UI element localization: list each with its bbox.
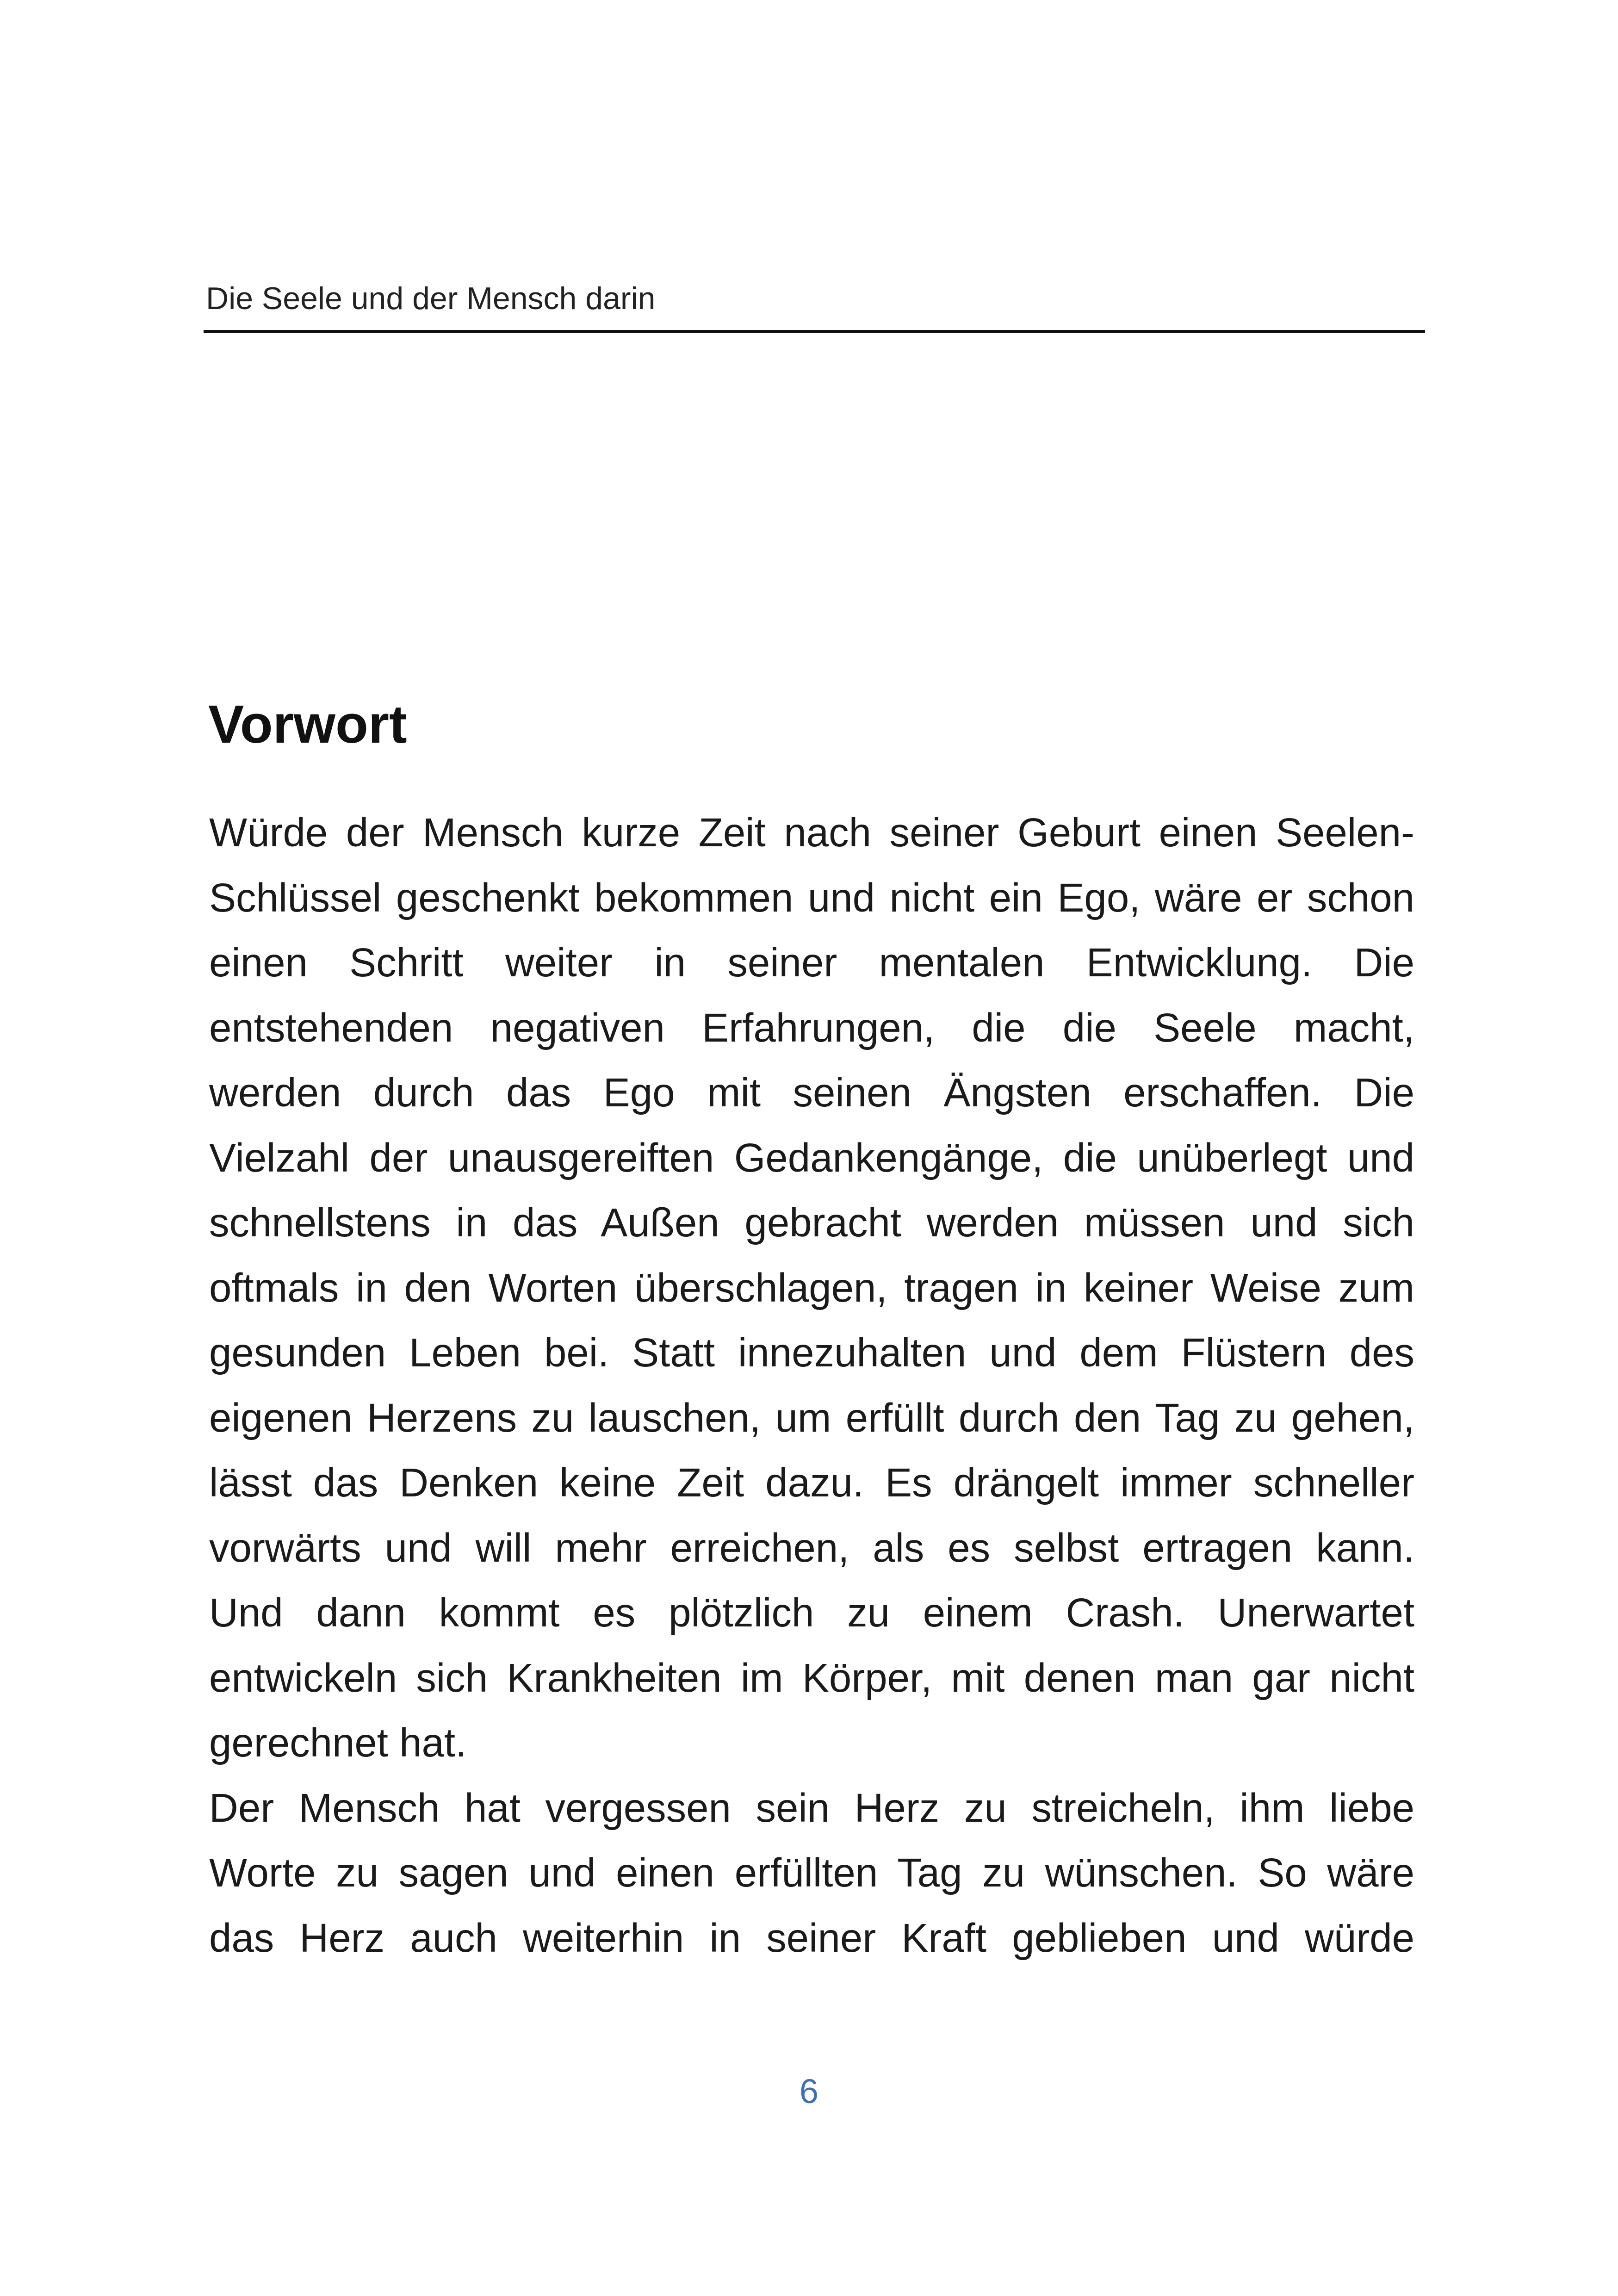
text-line: Und dann kommt es plötzlich zu einem Crash. Unerwartet <box>209 1590 1414 1635</box>
text-line: entwickeln sich Krankheiten im Körper, mit denen man gar nicht <box>209 1655 1414 1700</box>
text-line: das Herz auch weiterhin in seiner Kraft geblieben und würde <box>209 1915 1414 1961</box>
text-line: Worte zu sagen und einen erfüllten Tag zu wünschen. So wäre <box>209 1850 1414 1895</box>
text-line: einen Schritt weiter in seiner mentalen Entwicklung. Die <box>209 940 1414 985</box>
text-line: Würde der Mensch kurze Zeit nach seiner Geburt einen Seelen- <box>209 810 1414 855</box>
body-text <box>209 800 1414 1971</box>
text-line: werden durch das Ego mit seinen Ängsten erschaffen. Die <box>209 1070 1414 1115</box>
running-header: Die Seele und der Mensch darin <box>206 281 656 316</box>
header-rule <box>204 330 1425 333</box>
text-line: eigenen Herzens zu lauschen, um erfüllt durch den Tag zu gehen, <box>209 1395 1414 1440</box>
text-line: Schlüssel geschenkt bekommen und nicht ein Ego, wäre er schon <box>209 875 1414 920</box>
text-line: entstehenden negativen Erfahrungen, die die Seele macht, <box>209 1005 1414 1050</box>
text-line: Vielzahl der unausgereiften Gedankengänge, die unüberlegt und <box>209 1135 1414 1180</box>
text-line: gerechnet hat. <box>209 1720 467 1765</box>
text-line: lässt das Denken keine Zeit dazu. Es drängelt immer schneller <box>209 1460 1414 1505</box>
page-number: 6 <box>799 2072 819 2110</box>
text-line: vorwärts und will mehr erreichen, als es selbst ertragen kann. <box>209 1525 1414 1570</box>
text-line: oftmals in den Worten überschlagen, tragen in keiner Weise zum <box>209 1265 1414 1310</box>
text-line: Der Mensch hat vergessen sein Herz zu streicheln, ihm liebe <box>209 1785 1414 1831</box>
text-line: schnellstens in das Außen gebracht werden müssen und sich <box>209 1200 1414 1245</box>
chapter-title: Vorwort <box>208 694 407 754</box>
text-line: gesunden Leben bei. Statt innezuhalten und dem Flüstern des <box>209 1330 1414 1375</box>
